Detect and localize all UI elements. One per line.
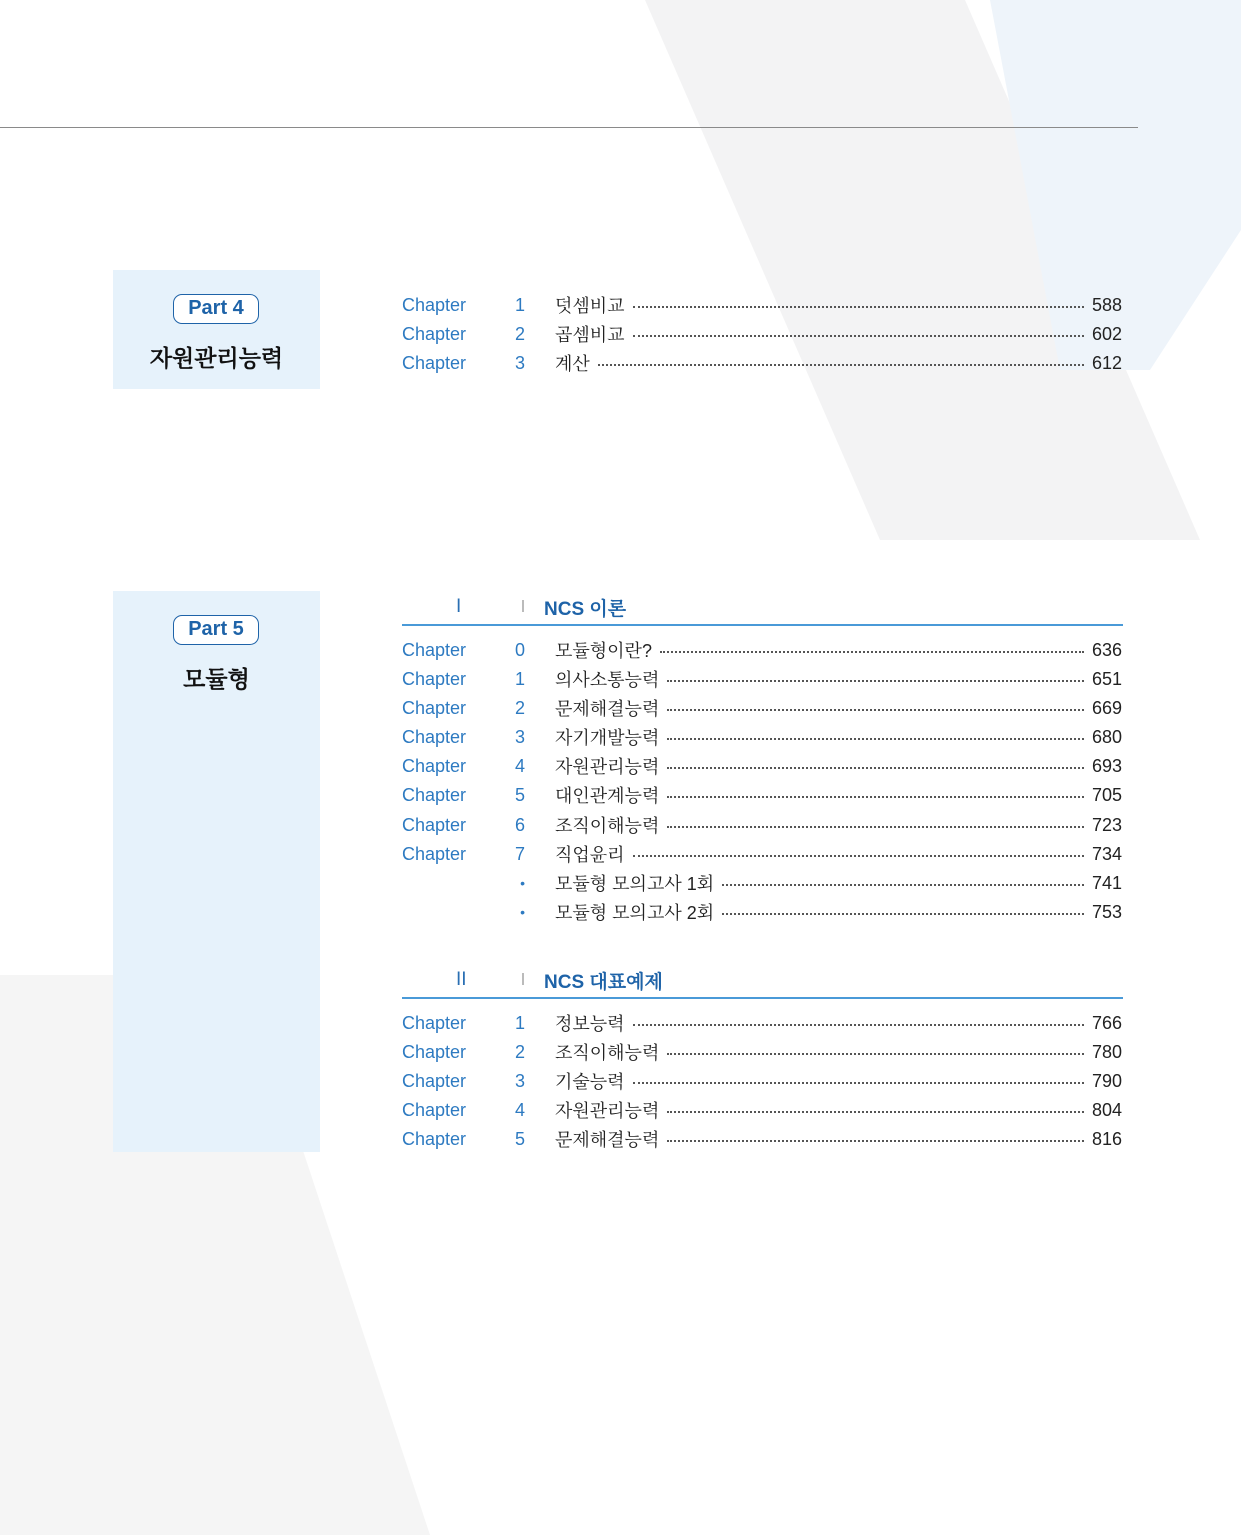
chapter-number: 4: [514, 755, 525, 776]
page-number: 753: [1091, 901, 1122, 922]
part4-panel: [113, 270, 320, 389]
part5-badge: Part 5: [173, 615, 259, 645]
page-number: 651: [1091, 668, 1122, 689]
section-roman: I: [456, 596, 462, 617]
chapter-number: 3: [514, 726, 525, 747]
page-number: 680: [1091, 726, 1122, 747]
chapter-label: Chapter: [402, 755, 467, 776]
chapter-label: Chapter: [402, 668, 467, 689]
dot-leader: [633, 1024, 1084, 1026]
page-number: 636: [1091, 639, 1122, 660]
chapter-number: 2: [514, 697, 525, 718]
bullet-icon: •: [520, 904, 525, 920]
toc-entry[interactable]: [402, 900, 1122, 924]
section-header: [402, 590, 1123, 626]
page-number: 723: [1091, 814, 1122, 835]
part5-panel: [113, 591, 320, 1152]
chapter-title: 곱셈비교: [555, 325, 625, 345]
chapter-title: 자원관리능력: [555, 1101, 660, 1121]
chapter-title: 덧셈비교: [555, 296, 625, 316]
dot-leader: [633, 306, 1084, 308]
chapter-number: 6: [514, 814, 525, 835]
chapter-title: 모듈형 모의고사 1회: [555, 874, 715, 894]
dot-leader: [667, 826, 1084, 828]
toc-entry[interactable]: [402, 754, 1122, 778]
part4-title: 자원관리능력: [149, 345, 284, 371]
section-divider: [522, 600, 524, 612]
chapter-label: Chapter: [402, 726, 467, 747]
chapter-title: 직업윤리: [555, 845, 625, 865]
toc-entry[interactable]: [402, 322, 1122, 346]
toc-entry[interactable]: [402, 1040, 1122, 1064]
dot-leader: [722, 884, 1084, 886]
chapter-number: 7: [514, 843, 525, 864]
dot-leader: [667, 1140, 1084, 1142]
chapter-label: Chapter: [402, 1099, 467, 1120]
chapter-number: 4: [514, 1099, 525, 1120]
chapter-title: 문제해결능력: [555, 699, 660, 719]
chapter-number: 5: [514, 1128, 525, 1149]
dot-leader: [660, 651, 1084, 653]
toc-entry[interactable]: [402, 638, 1122, 662]
section-divider: [522, 973, 524, 985]
toc-entry[interactable]: [402, 351, 1122, 375]
chapter-title: 의사소통능력: [555, 670, 660, 690]
page-number: 741: [1091, 872, 1122, 893]
header-rule: [0, 127, 1138, 128]
toc-entry[interactable]: [402, 725, 1122, 749]
dot-leader: [633, 1082, 1084, 1084]
dot-leader: [667, 709, 1084, 711]
toc-entry[interactable]: [402, 1011, 1122, 1035]
toc-entry[interactable]: [402, 667, 1122, 691]
chapter-label: Chapter: [402, 697, 467, 718]
chapter-title: 정보능력: [555, 1014, 625, 1034]
section-title: NCS 대표예제: [544, 972, 663, 993]
dot-leader: [667, 738, 1084, 740]
section-title: NCS 이론: [544, 599, 627, 620]
section-roman: II: [456, 969, 467, 990]
dot-leader: [667, 1111, 1084, 1113]
chapter-number: 5: [514, 784, 525, 805]
page-number: 693: [1091, 755, 1122, 776]
chapter-label: Chapter: [402, 1041, 467, 1062]
toc-entry[interactable]: [402, 813, 1122, 837]
page-number: 766: [1091, 1012, 1122, 1033]
chapter-title: 계산: [555, 354, 590, 374]
chapter-label: Chapter: [402, 639, 467, 660]
page-number: 734: [1091, 843, 1122, 864]
toc-entry[interactable]: [402, 871, 1122, 895]
dot-leader: [667, 680, 1084, 682]
page-number: 612: [1091, 352, 1122, 373]
page-number: 602: [1091, 323, 1122, 344]
chapter-number: 2: [514, 323, 525, 344]
chapter-number: 1: [514, 294, 525, 315]
chapter-number: 3: [514, 352, 525, 373]
chapter-number: 2: [514, 1041, 525, 1062]
dot-leader: [633, 335, 1084, 337]
page-number: 669: [1091, 697, 1122, 718]
chapter-title: 조직이해능력: [555, 1043, 660, 1063]
chapter-title: 자원관리능력: [555, 757, 660, 777]
section-header: [402, 963, 1123, 999]
chapter-title: 기술능력: [555, 1072, 625, 1092]
page-number: 780: [1091, 1041, 1122, 1062]
page-number: 804: [1091, 1099, 1122, 1120]
dot-leader: [667, 1053, 1084, 1055]
dot-leader: [667, 767, 1084, 769]
dot-leader: [722, 913, 1084, 915]
chapter-title: 문제해결능력: [555, 1130, 660, 1150]
chapter-label: Chapter: [402, 352, 467, 373]
toc-entry[interactable]: [402, 696, 1122, 720]
chapter-label: Chapter: [402, 814, 467, 835]
chapter-title: 모듈형 모의고사 2회: [555, 903, 715, 923]
page-number: 816: [1091, 1128, 1122, 1149]
chapter-number: 1: [514, 1012, 525, 1033]
chapter-label: Chapter: [402, 323, 467, 344]
page-number: 588: [1091, 294, 1122, 315]
page-number: 790: [1091, 1070, 1122, 1091]
dot-leader: [633, 855, 1084, 857]
chapter-label: Chapter: [402, 294, 467, 315]
chapter-label: Chapter: [402, 1070, 467, 1091]
toc-entry[interactable]: [402, 783, 1122, 807]
chapter-label: Chapter: [402, 843, 467, 864]
dot-leader: [598, 364, 1084, 366]
chapter-title: 모듈형이란?: [555, 641, 652, 661]
chapter-number: 1: [514, 668, 525, 689]
chapter-label: Chapter: [402, 784, 467, 805]
bullet-icon: •: [520, 875, 525, 891]
part4-badge: Part 4: [173, 294, 259, 324]
chapter-title: 자기개발능력: [555, 728, 660, 748]
chapter-title: 조직이해능력: [555, 816, 660, 836]
part5-title: 모듈형: [183, 666, 250, 692]
toc-entry[interactable]: [402, 293, 1122, 317]
toc-entry[interactable]: [402, 842, 1122, 866]
chapter-label: Chapter: [402, 1012, 467, 1033]
toc-entry[interactable]: [402, 1069, 1122, 1093]
chapter-number: 3: [514, 1070, 525, 1091]
dot-leader: [667, 796, 1084, 798]
page-number: 705: [1091, 784, 1122, 805]
chapter-label: Chapter: [402, 1128, 467, 1149]
chapter-number: 0: [514, 639, 525, 660]
chapter-title: 대인관계능력: [555, 786, 660, 806]
toc-entry[interactable]: [402, 1127, 1122, 1151]
toc-entry[interactable]: [402, 1098, 1122, 1122]
